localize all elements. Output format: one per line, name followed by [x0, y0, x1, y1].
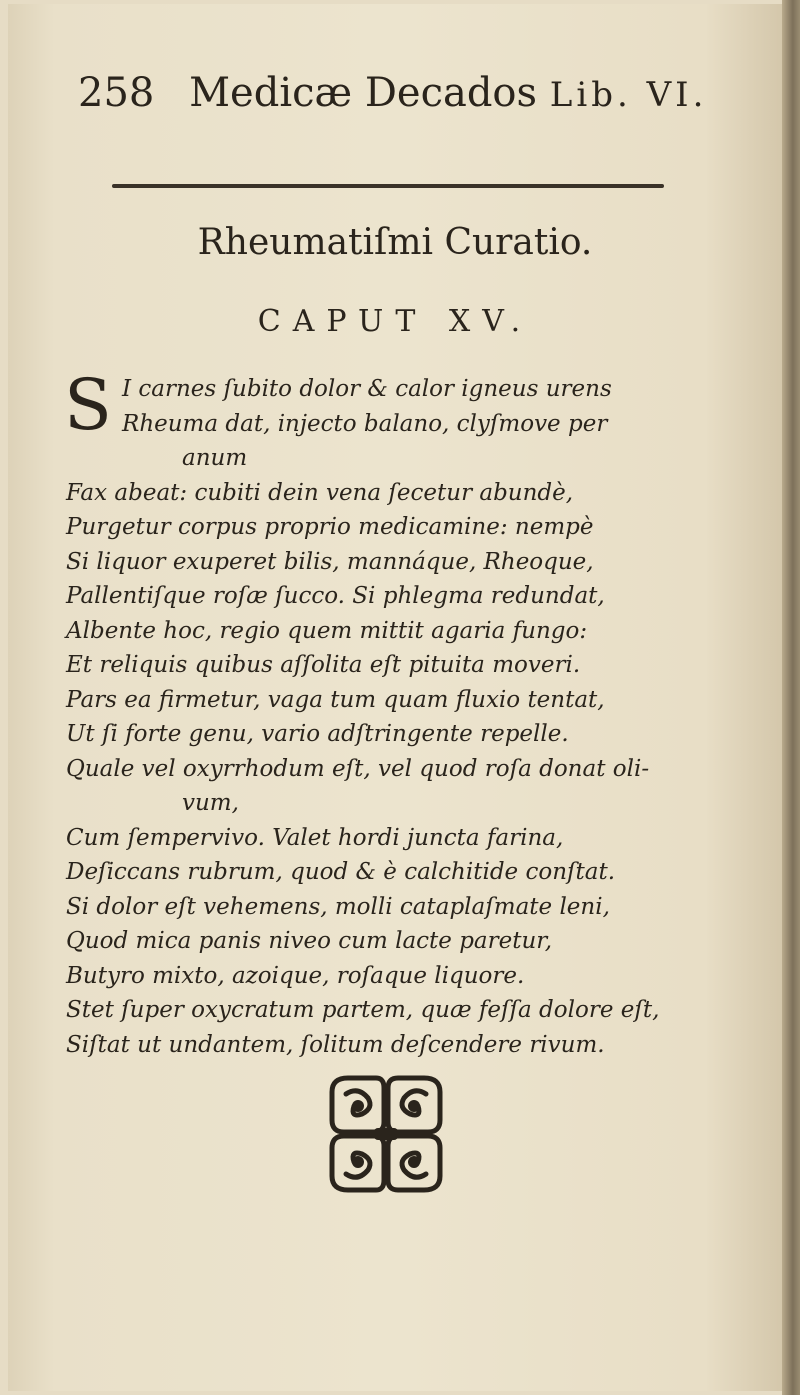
page-number: 258 [78, 70, 155, 116]
verse-line: Fax abeat: cubiti dein vena ſecetur abundè, [66, 479, 574, 506]
header-rule [112, 184, 664, 188]
verse-line: Et reliquis quibus aſſolita eſt pituita moveri. [66, 652, 581, 678]
chapter-title: Rheumatiſmi Curatio. [197, 222, 593, 263]
verse-line: vum, [182, 790, 239, 816]
book-page [8, 4, 782, 1391]
verse-line: Si dolor eſt vehemens, molli cataplaſmate leni, [66, 893, 610, 920]
verse-line: Butyro mixto, azoique, roſaque liquore. [66, 962, 525, 989]
verse-body [64, 364, 756, 1062]
verse-line: Deſiccans rubrum, quod & è calchitide conſtat. [66, 859, 616, 885]
verse-line: Stet ſuper oxycratum partem, quæ feſſa dolore eſt, [66, 997, 660, 1023]
verse-line: Rheuma dat, injecto balano, clyſmove per [122, 410, 608, 437]
verse-line: Pallentiſque roſæ ſucco. Si phlegma redundat, [66, 583, 605, 609]
drop-capital: S [64, 364, 112, 446]
chapter-number: CAPUT XV. [257, 304, 533, 339]
verse-line: anum [182, 445, 248, 471]
verse-line: I carnes ſubito dolor & calor igneus urens [122, 376, 612, 402]
printers-ornament-icon [324, 1072, 448, 1196]
running-title: Medicæ Decados [189, 70, 538, 116]
running-header [78, 70, 708, 116]
verse-line: Siſtat ut undantem, ſolitum deſcendere rivum. [66, 1031, 605, 1058]
verse-line: Quod mica panis niveo cum lacte paretur, [66, 928, 553, 954]
verse-line: Si liquor exuperet bilis, mannáque, Rheoque, [66, 548, 594, 575]
book-spine-edge [782, 0, 800, 1395]
verse-line: Albente hoc, regio quem mittit agaria fungo: [66, 617, 588, 644]
verse-line: Purgetur corpus proprio medicamine: nempè [66, 514, 594, 540]
verse-line: Pars ea firmetur, vaga tum quam fluxio tentat, [66, 686, 605, 713]
verse-line: Quale vel oxyrrhodum eſt, vel quod roſa donat oli- [66, 755, 650, 782]
book-number: Lib. VI. [549, 75, 708, 115]
verse-line: Cum ſempervivo. Valet hordi juncta farina, [66, 824, 564, 851]
verse-line: Ut ſi forte genu, vario adſtringente repelle. [66, 721, 569, 747]
